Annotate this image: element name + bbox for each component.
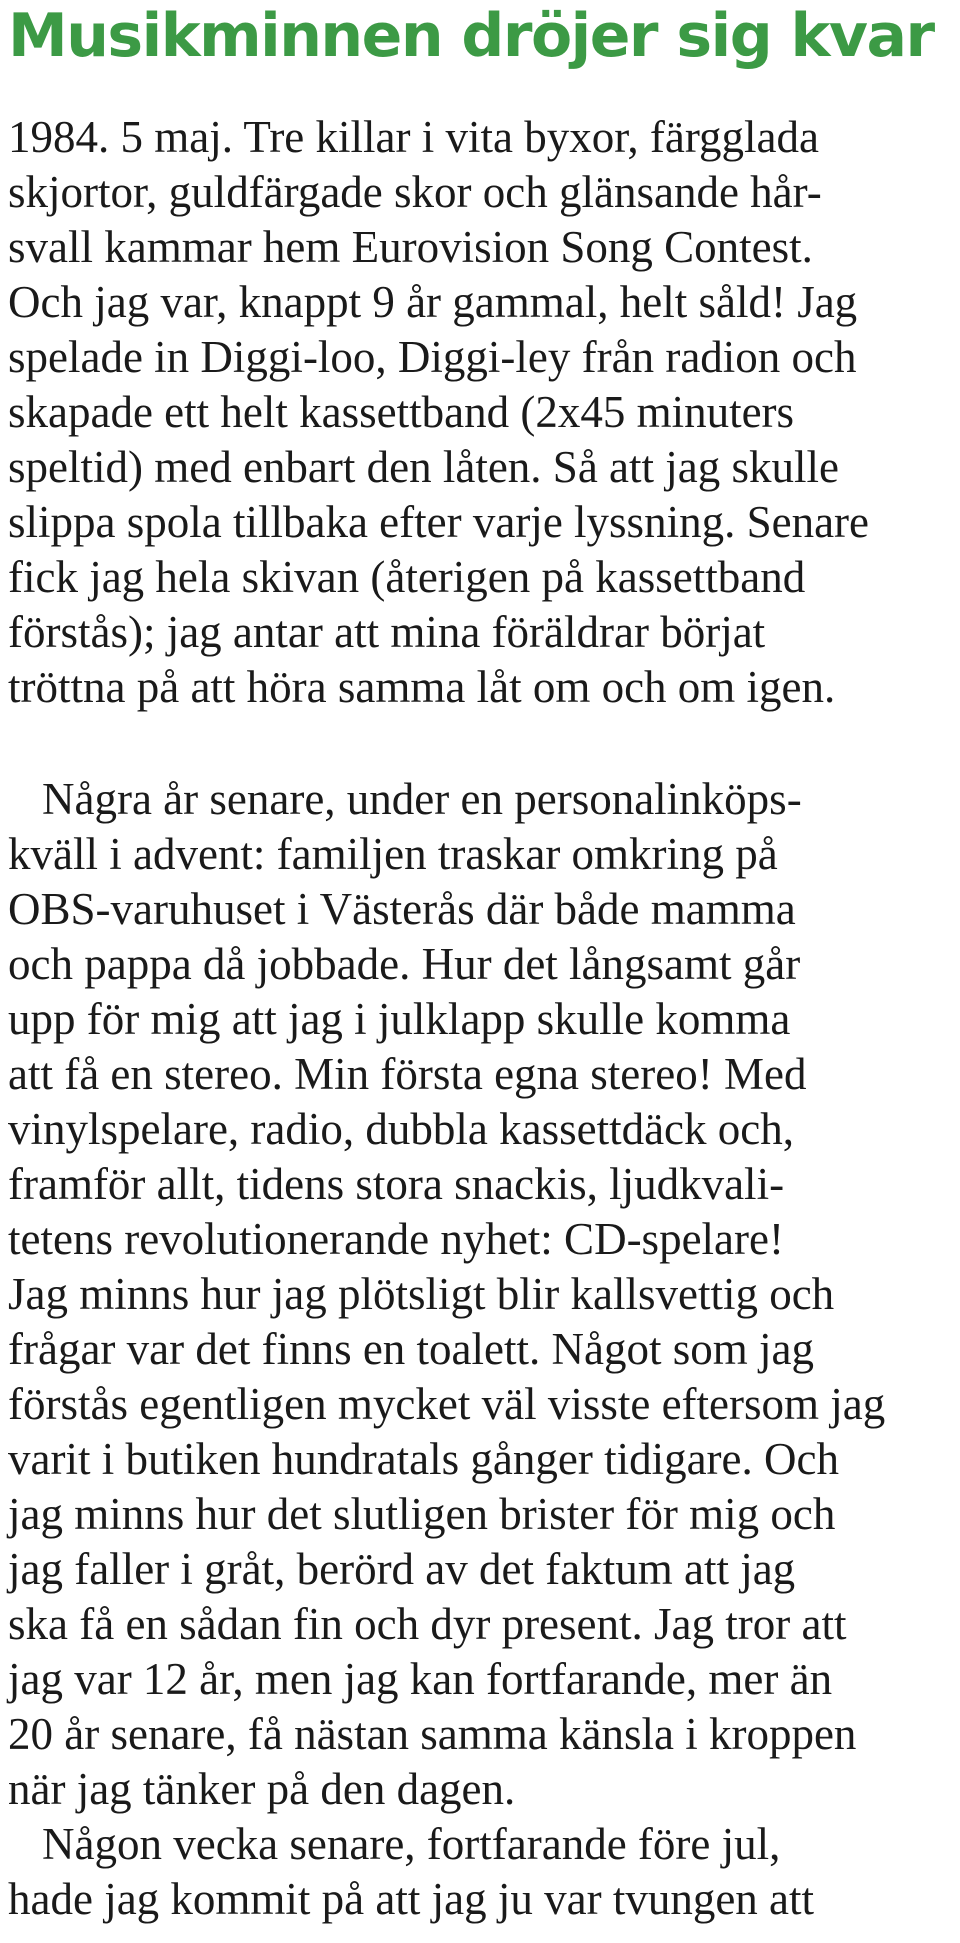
text-line: hade jag kommit på att jag ju var tvungen att	[8, 1874, 815, 1924]
text-line: Några år senare, under en personalinköps-	[42, 774, 802, 824]
text-line: svall kammar hem Eurovision Song Contest.	[8, 222, 813, 272]
text-line: 1984. 5 maj. Tre killar i vita byxor, färgglada	[8, 112, 819, 162]
text-line: OBS-varuhuset i Västerås där både mamma	[8, 884, 796, 934]
text-line: Jag minns hur jag plötsligt blir kallsvettig och	[8, 1269, 835, 1319]
text-line: Någon vecka senare, fortfarande före jul,	[42, 1819, 781, 1869]
text-line: förstås); jag antar att mina föräldrar börjat	[8, 607, 766, 657]
text-line: kväll i advent: familjen traskar omkring på	[8, 829, 778, 879]
text-line: spelade in Diggi-loo, Diggi-ley från radion och	[8, 332, 857, 382]
text-line: när jag tänker på den dagen.	[8, 1764, 516, 1814]
paragraph-3	[8, 1817, 958, 1927]
text-line: förstås egentligen mycket väl visste eftersom jag	[8, 1379, 886, 1429]
text-line: frågar var det finns en toalett. Något som jag	[8, 1324, 814, 1374]
text-line: ska få en sådan fin och dyr present. Jag tror att	[8, 1599, 847, 1649]
paragraph-1	[8, 110, 958, 715]
text-line: jag minns hur det slutligen brister för mig och	[8, 1489, 836, 1539]
text-line: att få en stereo. Min första egna stereo! Med	[8, 1049, 807, 1099]
article-title: Musikminnen dröjer sig kvar	[8, 1, 934, 71]
paragraph-2	[8, 772, 958, 1817]
text-line: 20 år senare, få nästan samma känsla i kroppen	[8, 1709, 857, 1759]
text-line: fick jag hela skivan (återigen på kassettband	[8, 552, 806, 602]
text-line: upp för mig att jag i julklapp skulle komma	[8, 994, 791, 1044]
text-line: jag var 12 år, men jag kan fortfarande, mer än	[8, 1654, 833, 1704]
text-line: slippa spola tillbaka efter varje lyssning. Senare	[8, 497, 869, 547]
text-line: jag faller i gråt, berörd av det faktum att jag	[8, 1544, 796, 1594]
text-line: framför allt, tidens stora snackis, ljudkvali-	[8, 1159, 785, 1209]
text-line: och pappa då jobbade. Hur det långsamt går	[8, 939, 801, 989]
text-line: skapade ett helt kassettband (2x45 minuters	[8, 387, 795, 437]
text-line: Och jag var, knappt 9 år gammal, helt såld! Jag	[8, 277, 858, 327]
paragraph-gap	[8, 715, 958, 772]
text-line: tetens revolutionerande nyhet: CD-spelare!	[8, 1214, 784, 1264]
text-line: varit i butiken hundratals gånger tidigare. Och	[8, 1434, 839, 1484]
article-body	[8, 110, 958, 1927]
text-line: tröttna på att höra samma låt om och om igen.	[8, 662, 836, 712]
text-line: vinylspelare, radio, dubbla kassettdäck och,	[8, 1104, 795, 1154]
text-line: skjortor, guldfärgade skor och glänsande hår-	[8, 167, 822, 217]
text-line: speltid) med enbart den låten. Så att jag skulle	[8, 442, 840, 492]
